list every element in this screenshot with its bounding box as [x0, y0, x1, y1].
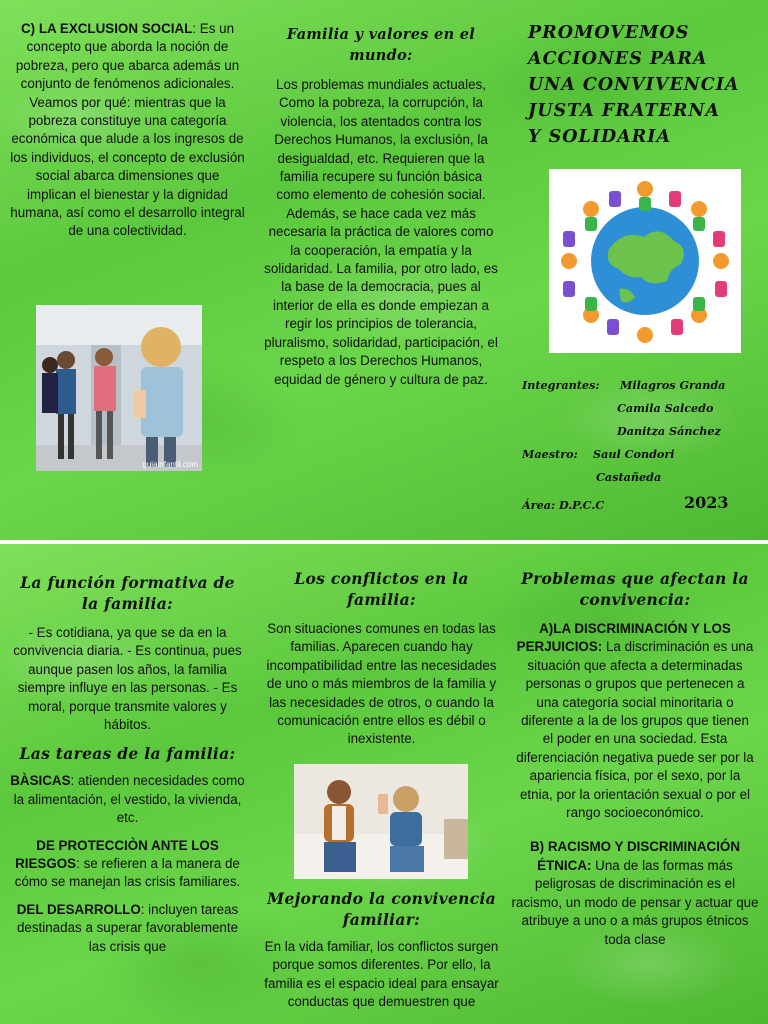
- task-proteccion: DE PROTECCIÒN ANTE LOS RIESGOS: se refieren a la manera de cómo se manejan las crisis familiares.: [14, 837, 241, 890]
- mejorando-title: Mejorando la convivencia familiar:: [267, 889, 496, 929]
- task-basicas: BÀSICAS: atienden necesidades como la alimentación, el vestido, la vivienda, etc.: [10, 773, 245, 826]
- globe-children-illustration: [549, 169, 741, 353]
- exclusion-social-paragraph: C) LA EXCLUSION SOCIAL: Es un concepto que aborda la noción de pobreza, pero que abarca además un conjunto de fenómenos adicionales. Veamos por qué: mientras que la pobreza constituye una categoría económica que alude a los ingresos de los individuos, el concepto de exclusión social abarca dimensiones que implican el bienestar y la dignidad humana, así como el desarrollo integral de una colectividad.: [10, 21, 245, 239]
- children-school-photo: [36, 305, 202, 471]
- cover-title-line-4: JUSTA FRATERNA: [528, 101, 720, 121]
- familia-valores-paragraph: Los problemas mundiales actuales, Como la pobreza, la corrupción, la violencia, los atentados contra los Derechos Humanos, la exclusión, la desigualdad, etc. Requieren que la familia recupere su función básica como elemento de cohesión social. Además, se hace cada vez más necesaria la práctica de valores como la cooperación, la empatía y la solidaridad. La familia, por otro lado, es la base de la democracia, pues al interior de ella es donde empiezan a regir los principios de tolerancia, pluralismo, solidaridad, participación, el respeto a los Derechos Humanos, equidad de género y cultura de paz.: [264, 77, 498, 387]
- cover-title-line-1: PROMOVEMOS: [528, 23, 690, 43]
- exclusion-social-panel: [10, 20, 245, 241]
- world-children-image: [549, 169, 741, 353]
- members-label: Integrantes:: [522, 378, 600, 392]
- tareas-familia-title: Las tareas de la familia:: [19, 744, 236, 764]
- conflictos-title: Los conflictos en la familia:: [294, 569, 469, 609]
- funcion-formativa-paragraph: - Es cotidiana, ya que se da en la convivencia diaria. - Es continua, pues aunque pasen los años, la familia siempre influye en las personas. - Es moral, porque transmite valores y hábitos.: [13, 625, 242, 733]
- conflictos-panel: [264, 568, 499, 749]
- year-label: 2023: [684, 493, 729, 512]
- cover-title-line-3: UNA CONVIVENCIA: [528, 75, 740, 95]
- cover-title-line-5: Y SOLIDARIA: [528, 127, 672, 147]
- funcion-formativa-panel: [10, 572, 245, 956]
- teacher-name: Saul Condori: [593, 447, 675, 461]
- mejorando-paragraph: En la vida familiar, los conflictos surgen porque somos diferentes. Por ello, la familia es el espacio ideal para ensayar conductas que demuestren que: [264, 939, 499, 1010]
- member-3: Danitza Sánchez: [617, 424, 721, 438]
- member-1: Milagros Granda: [620, 378, 726, 392]
- task-desarrollo: DEL DESARROLLO: incluyen tareas destinadas a superar favorablemente las crisis que: [16, 901, 239, 954]
- racismo-paragraph: B) RACISMO Y DISCRIMINACIÓN ÉTNICA: Una de las formas más peligrosas de discriminación es el racismo, un modo de pensar y actuar que atribuye a uno o a más grupos étnicos toda clase: [511, 839, 759, 947]
- funcion-formativa-title: La función formativa de la familia:: [20, 573, 235, 613]
- arguing-women-illustration: [294, 764, 468, 879]
- member-2: Camila Salcedo: [617, 401, 714, 415]
- area-label: Área: D.P.C.C: [522, 498, 605, 512]
- children-school-illustration: [36, 305, 202, 471]
- mejorando-panel: [264, 888, 499, 1012]
- teacher-surname: Castañeda: [596, 470, 662, 484]
- familia-valores-title: Familia y valores en el mundo:: [286, 26, 476, 64]
- brochure-inside: [0, 544, 768, 1024]
- discriminacion-paragraph: A)LA DISCRIMINACIÓN Y LOS PERJUICIOS: La discriminación es una situación que afecta a determinadas personas o grupos que pertenecen a una categoría social minoritaria o diferente a la de los grupos que tienen el poder en una sociedad. Esta diferenciación negativa puede ser por la apariencia física, por el sexo, por la etnia, por la orientación sexual o por el rango socioeconómico.: [516, 621, 754, 821]
- conflictos-paragraph: Son situaciones comunes en todas las familias. Aparecen cuando hay incompatibilidad entre las necesidades de uno o más miembros de la familia y las necesidades de otros, o cuando la comunicación entre ellos es débil o inexistente.: [266, 621, 497, 747]
- problemas-title: Problemas que afectan la convivencia:: [521, 569, 749, 609]
- photo-caption: guiainfantil.com: [142, 460, 198, 469]
- cover-title: [528, 20, 763, 150]
- problemas-panel: [510, 568, 760, 949]
- exclusion-social-heading: C) LA EXCLUSION SOCIAL: [20, 21, 193, 36]
- family-conflict-photo: [294, 764, 468, 879]
- teacher-label: Maestro:: [522, 447, 578, 461]
- familia-valores-panel: [262, 24, 500, 389]
- cover-title-line-2: ACCIONES PARA: [528, 49, 708, 69]
